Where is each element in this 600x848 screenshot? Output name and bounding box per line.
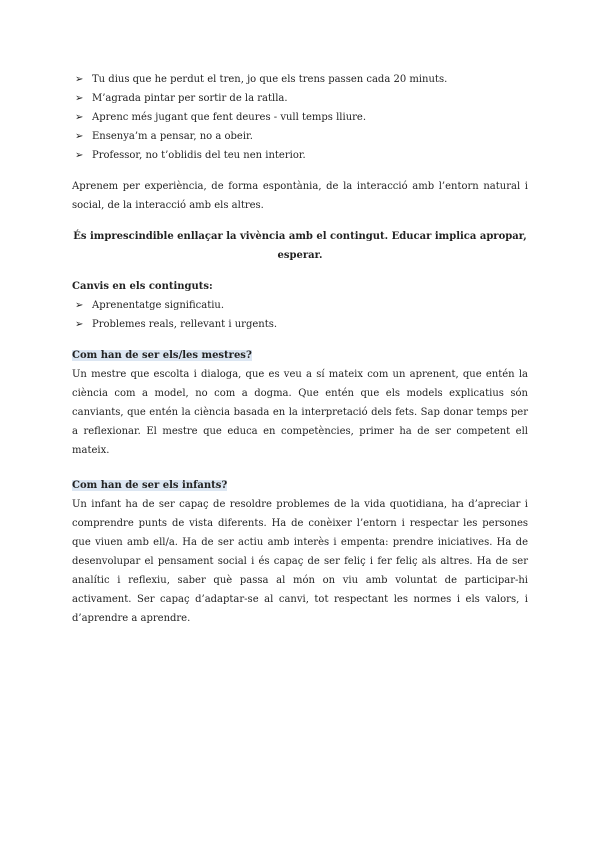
list-item: ➢ Tu dius que he perdut el tren, jo que els trens passen cada 20 minuts. bbox=[72, 70, 528, 89]
arrow-bullet-icon: ➢ bbox=[75, 74, 84, 85]
content-changes-label: Canvis en els continguts: bbox=[72, 281, 213, 292]
arrow-bullet-icon: ➢ bbox=[75, 300, 84, 311]
arrow-bullet-icon: ➢ bbox=[75, 131, 84, 142]
list-item: ➢ M’agrada pintar per sortir de la ratlla. bbox=[72, 89, 528, 108]
arrow-bullet-icon: ➢ bbox=[75, 150, 84, 161]
experience-paragraph: Aprenem per experiència, de forma espontània, de la interacció amb l’entorn natural i social, de la interacció amb els altres. bbox=[72, 181, 528, 211]
arrow-bullet-icon: ➢ bbox=[75, 112, 84, 123]
children-paragraph: Un infant ha de ser capaç de resoldre problemes de la vida quotidiana, ha d’apreciar i comprendre punts de vista diferents. Ha de conèixer l’entorn i respectar les persones que viuen amb ell/a. Ha de ser actiu amb interès i empenta: prendre iniciatives. Ha de desenvolupar el pensament social i és capaç de ser feliç i fer feliç als altres. Ha de ser analític i reflexiu, saber què passa al món on viu amb voluntat de participar-hi activament. Ser capaç d’adaptar-se al canvi, tot respectant les normes i els valors, i d’aprendre a aprendre. bbox=[72, 499, 528, 624]
arrow-bullet-icon: ➢ bbox=[75, 93, 84, 104]
emphasis-line: És imprescindible enllaçar la vivència amb el contingut. Educar implica apropar, esperar. bbox=[73, 231, 527, 261]
list-item: ➢ Aprenentatge significatiu. bbox=[72, 296, 528, 315]
list-item: ➢ Problemes reals, rellevant i urgents. bbox=[72, 315, 528, 334]
content-changes-list bbox=[72, 296, 528, 334]
document-page bbox=[72, 70, 528, 628]
list-item: ➢ Professor, no t’oblidis del teu nen interior. bbox=[72, 146, 528, 165]
list-item: ➢ Ensenya’m a pensar, no a obeir. bbox=[72, 127, 528, 146]
list-item: ➢ Aprenc més jugant que fent deures - vull temps lliure. bbox=[72, 108, 528, 127]
teachers-paragraph: Un mestre que escolta i dialoga, que es veu a sí mateix com un aprenent, que entén la ciència com a model, no com a dogma. Que entén que els models explicatius són canviants, que entén la ciència basada en la interpretació dels fets. Sap donar temps per a reflexionar. El mestre que educa en competències, primer ha de ser competent ell mateix. bbox=[72, 369, 528, 456]
children-heading: Com han de ser els infants? bbox=[72, 480, 228, 491]
teachers-heading: Com han de ser els/les mestres? bbox=[72, 350, 252, 361]
arrow-bullet-icon: ➢ bbox=[75, 319, 84, 330]
intro-bullet-list bbox=[72, 70, 528, 165]
